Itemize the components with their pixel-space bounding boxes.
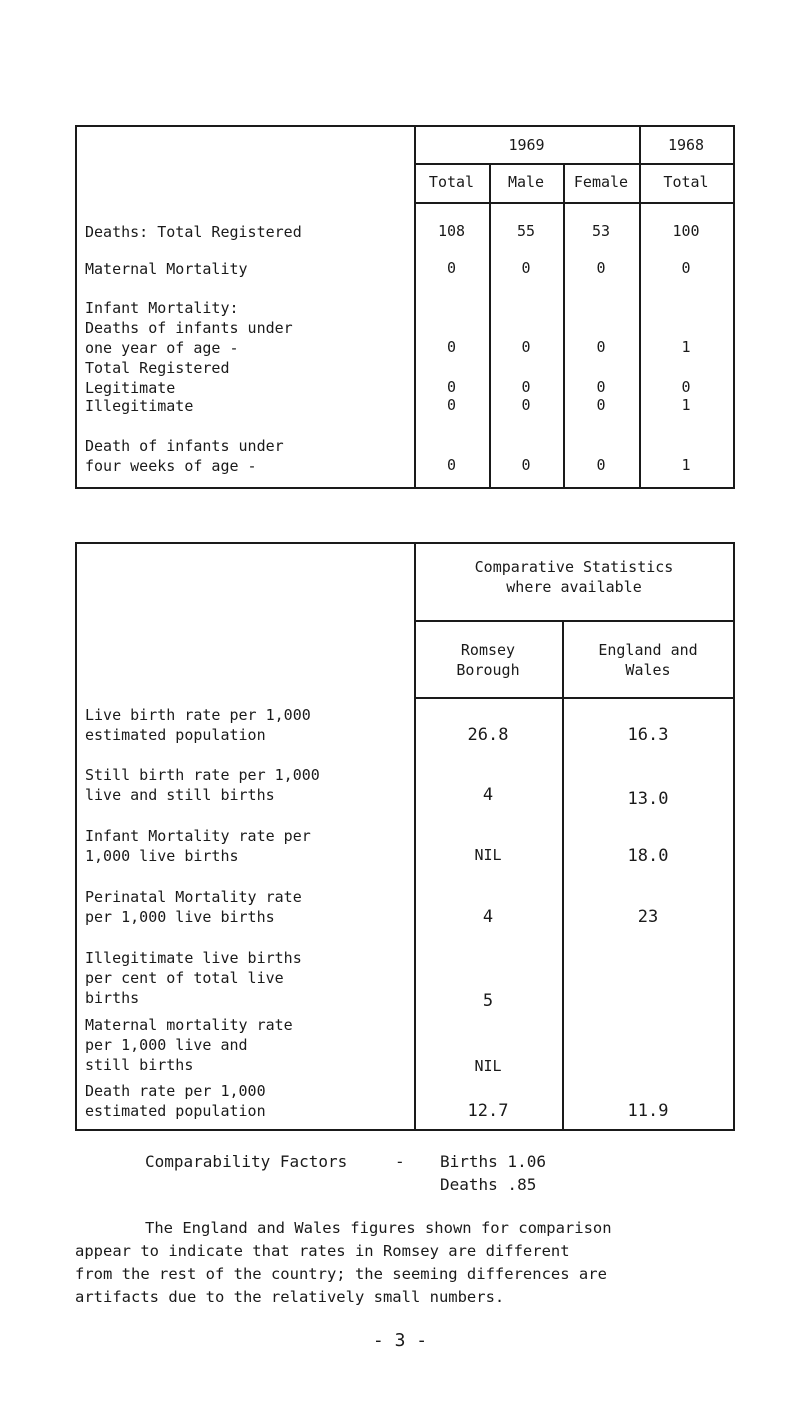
table-cell: 0 (521, 338, 531, 356)
row-label: Deaths: Total Registered (85, 223, 302, 241)
table-cell: 0 (596, 378, 606, 396)
col-header-romsey: Romsey (460, 641, 516, 659)
col-header-female: Female (573, 173, 629, 191)
table-cell: 100 (672, 222, 700, 240)
row-label: Maternal mortality rate (85, 1016, 293, 1034)
factors-dash: - (395, 1152, 405, 1171)
row-label: per cent of total live (85, 969, 284, 987)
table-cell: 0 (596, 396, 606, 414)
factors-deaths: Deaths .85 (440, 1175, 537, 1194)
row-label: Live birth rate per 1,000 (85, 706, 311, 724)
comparative-header-line1: Comparative Statistics (474, 558, 674, 576)
table2-top-border (75, 542, 734, 544)
table-cell: 0 (521, 378, 531, 396)
table2-header-divider (414, 620, 734, 622)
table-cell: 0 (446, 259, 457, 277)
row-label: Death rate per 1,000 (85, 1082, 266, 1100)
year-1968-header: 1968 (667, 136, 705, 154)
table-cell: 0 (596, 338, 606, 356)
romsey-value: 12.7 (467, 1101, 509, 1121)
row-label: Maternal Mortality (85, 260, 248, 278)
col-header-england-line2: Wales (625, 661, 671, 679)
table-cell: 108 (437, 222, 466, 240)
row-label: Illegitimate live births (85, 949, 302, 967)
row-label: Perinatal Mortality rate (85, 888, 302, 906)
table1-bottom-border (75, 487, 734, 489)
table2-left-border (75, 542, 77, 1131)
england-value: 11.9 (627, 1101, 669, 1121)
note-line: artifacts due to the relatively small numbers. (75, 1288, 505, 1306)
year-1969-header: 1969 (508, 136, 545, 154)
row-label: Total Registered (85, 359, 230, 377)
table2-label-divider (414, 542, 416, 1131)
row-label: per 1,000 live and (85, 1036, 248, 1054)
row-label: Illegitimate (85, 397, 194, 415)
row-label: estimated population (85, 1102, 266, 1120)
romsey-value: NIL (474, 846, 502, 864)
england-value: 16.3 (627, 725, 669, 745)
row-label: live and still births (85, 786, 275, 804)
row-label: Deaths of infants under (85, 319, 293, 337)
table2-bottom-border (75, 1129, 734, 1131)
england-value: 23 (637, 907, 659, 927)
factors-label: Comparability Factors (145, 1152, 348, 1171)
note-line: appear to indicate that rates in Romsey are different (75, 1242, 570, 1260)
table2-col-divider (562, 620, 564, 1131)
england-value: 18.0 (627, 846, 669, 866)
row-label: Death of infants under (85, 437, 284, 455)
col-header-total-1968: Total (663, 173, 709, 191)
row-label: Infant Mortality rate per (85, 827, 311, 845)
note-line: from the rest of the country; the seeming differences are (75, 1265, 607, 1283)
table-cell: 0 (596, 259, 606, 277)
row-label: 1,000 live births (85, 847, 239, 865)
table1-right-border (733, 125, 735, 489)
col-header-romsey-line2: Borough (456, 661, 520, 679)
table-cell: 1 (681, 456, 691, 474)
table1-left-border (75, 125, 77, 489)
table1-col-divider (563, 163, 565, 489)
table-cell: 53 (591, 222, 611, 240)
table1-col-divider (489, 163, 491, 489)
row-label: Legitimate (85, 379, 176, 397)
col-header-male: Male (507, 173, 545, 191)
table-cell: 0 (446, 378, 457, 396)
england-value: 13.0 (627, 789, 669, 809)
table2-header-divider (414, 697, 734, 699)
table-cell: 0 (521, 456, 531, 474)
table1-header-divider (414, 202, 734, 204)
romsey-value: NIL (474, 1057, 502, 1075)
row-label: four weeks of age - (85, 457, 257, 475)
table-cell: 1 (681, 396, 691, 414)
table-cell: 0 (521, 396, 531, 414)
row-label: Still birth rate per 1,000 (85, 766, 320, 784)
row-label: estimated population (85, 726, 266, 744)
note-line: The England and Wales figures shown for comparison (145, 1219, 612, 1237)
table2-right-border (733, 542, 735, 1131)
row-label: births (85, 989, 140, 1007)
table-cell: 0 (446, 338, 457, 356)
romsey-value: 26.8 (467, 725, 509, 745)
table-cell: 55 (516, 222, 536, 240)
table-cell: 1 (681, 338, 691, 356)
romsey-value: 4 (482, 785, 494, 805)
table1-top-border (75, 125, 734, 127)
factors-births: Births 1.06 (440, 1152, 546, 1171)
romsey-value: 4 (482, 907, 494, 927)
col-header-total: Total (428, 173, 475, 191)
table-cell: 0 (446, 456, 457, 474)
table-cell: 0 (521, 259, 531, 277)
romsey-value: 5 (482, 991, 494, 1011)
row-label: per 1,000 live births (85, 908, 275, 926)
table-cell: 0 (596, 456, 606, 474)
comparative-header-line2: where available (506, 578, 642, 596)
col-header-england: England and (598, 641, 698, 659)
table1-year-divider (414, 163, 734, 165)
table-cell: 0 (446, 396, 457, 414)
row-label: still births (85, 1056, 194, 1074)
page-number: - 3 - (372, 1330, 428, 1351)
table-cell: 0 (681, 259, 691, 277)
row-label: Infant Mortality: (85, 299, 239, 317)
table-cell: 0 (681, 378, 691, 396)
row-label: one year of age - (85, 339, 239, 357)
